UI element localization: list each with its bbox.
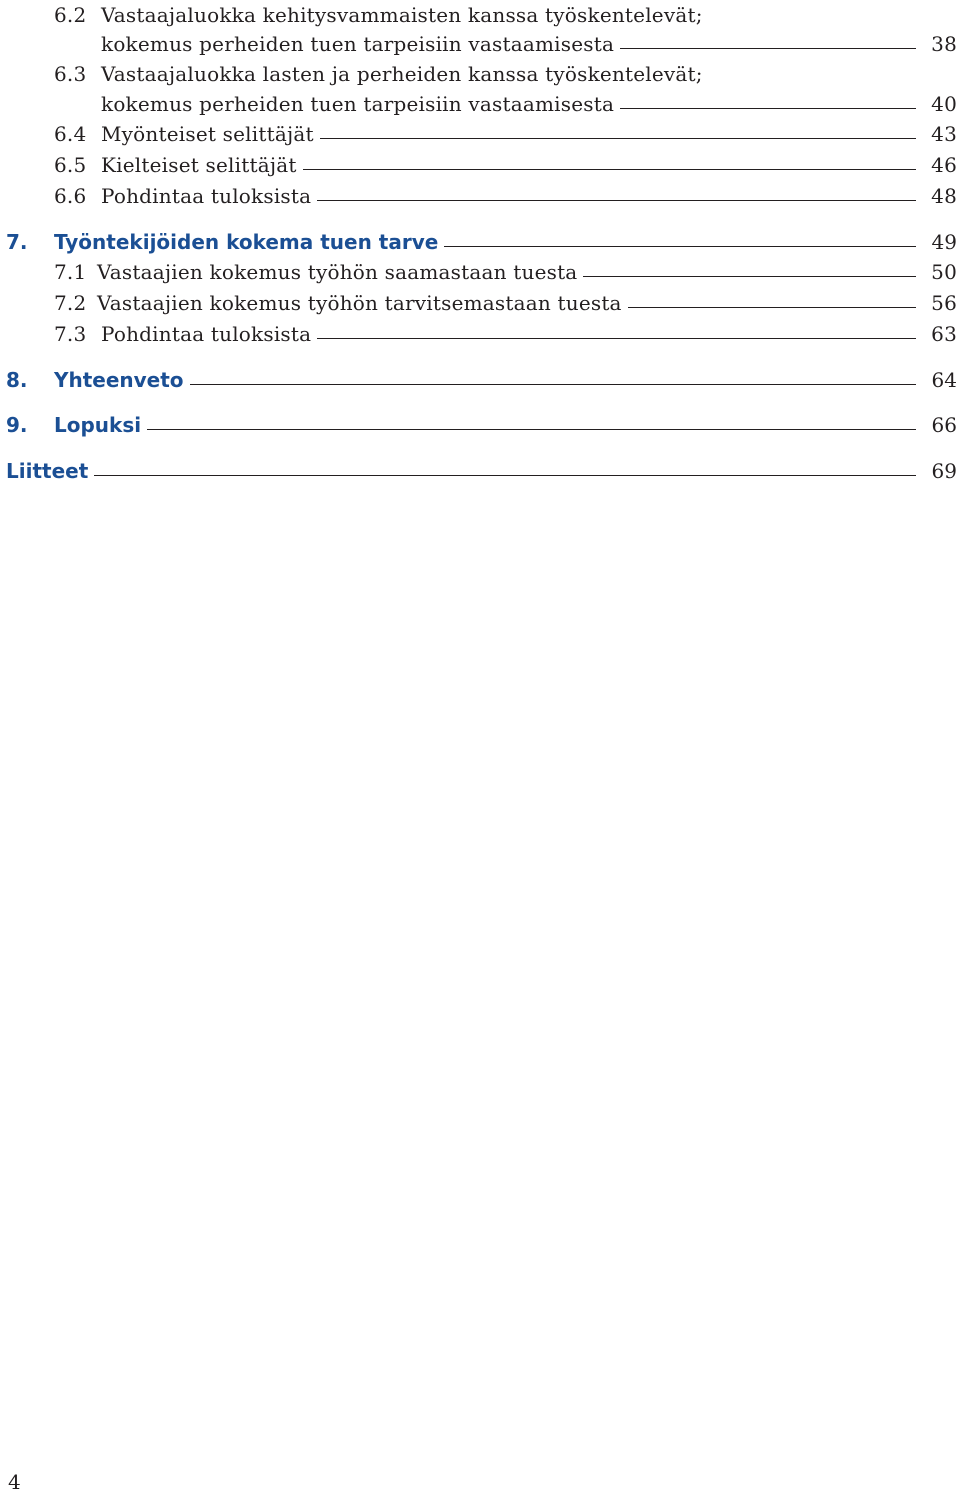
toc-page-number: 50 [931, 260, 957, 284]
toc-page-number: 69 [931, 459, 957, 483]
toc-entry-number: 6.4 [54, 122, 87, 146]
toc-chapter-number: 7. [6, 230, 28, 254]
toc-chapter-title: Työntekijöiden kokema tuen tarve [54, 227, 444, 257]
toc-page-number: 49 [931, 230, 957, 254]
toc-page-number: 38 [931, 32, 957, 56]
toc-entry-7-2[interactable] [0, 288, 960, 318]
toc-chapter-title: Liitteet [6, 456, 94, 486]
toc-page-number: 43 [931, 122, 957, 146]
toc-leader-line [54, 429, 916, 430]
toc-entry-title-continued: kokemus perheiden tuen tarpeisiin vastaamisesta [101, 29, 620, 59]
toc-chapter-title: Yhteenveto [54, 365, 190, 395]
toc-entry-title: Kielteiset selittäjät [101, 150, 303, 180]
toc-entry-title-continued: kokemus perheiden tuen tarpeisiin vastaamisesta [101, 89, 620, 119]
page-number-footer: 4 [8, 1470, 21, 1494]
toc-entry-title: Vastaajien kokemus työhön saamastaan tuesta [97, 257, 583, 287]
toc-entry-number: 6.2 [54, 3, 87, 27]
toc-entry-title: Pohdintaa tuloksista [101, 181, 317, 211]
toc-entry-6-4[interactable] [0, 119, 960, 149]
toc-entry-number: 6.6 [54, 184, 87, 208]
toc-chapter-number: 8. [6, 368, 28, 392]
toc-page-number: 40 [931, 92, 957, 116]
toc-chapter-8[interactable] [0, 365, 960, 395]
toc-entry-title: Vastaajaluokka lasten ja perheiden kanssa työskentelevät; [101, 59, 709, 89]
toc-entry-6-2[interactable] [0, 0, 960, 30]
toc-page-number: 66 [931, 413, 957, 437]
toc-entry-number: 7.2 [54, 291, 87, 315]
toc-entry-title: Myönteiset selittäjät [101, 119, 320, 149]
toc-chapter-number: 9. [6, 413, 28, 437]
toc-chapter-9[interactable] [0, 410, 960, 440]
toc-entry-number: 6.5 [54, 153, 87, 177]
toc-leader-line [6, 475, 916, 476]
toc-entry-title: Vastaajaluokka kehitysvammaisten kanssa työskentelevät; [101, 0, 709, 30]
toc-page-number: 46 [931, 153, 957, 177]
toc-page-number: 56 [931, 291, 957, 315]
toc-appendices[interactable] [0, 456, 960, 486]
toc-chapter-7[interactable] [0, 227, 960, 257]
toc-entry-6-3[interactable] [0, 59, 960, 89]
toc-entry-6-3-continuation[interactable] [0, 89, 960, 119]
toc-entry-7-3[interactable] [0, 319, 960, 349]
toc-entry-6-2-continuation[interactable] [0, 29, 960, 59]
toc-entry-number: 6.3 [54, 62, 87, 86]
toc-entry-6-6[interactable] [0, 181, 960, 211]
toc-page-number: 63 [931, 322, 957, 346]
toc-chapter-title: Lopuksi [54, 410, 147, 440]
toc-page-number: 48 [931, 184, 957, 208]
toc-entry-6-5[interactable] [0, 150, 960, 180]
toc-page-number: 64 [931, 368, 957, 392]
toc-entry-number: 7.1 [54, 260, 87, 284]
toc-entry-number: 7.3 [54, 322, 87, 346]
toc-entry-title: Vastaajien kokemus työhön tarvitsemastaan tuesta [97, 288, 628, 318]
toc-entry-title: Pohdintaa tuloksista [101, 319, 317, 349]
toc-entry-7-1[interactable] [0, 257, 960, 287]
